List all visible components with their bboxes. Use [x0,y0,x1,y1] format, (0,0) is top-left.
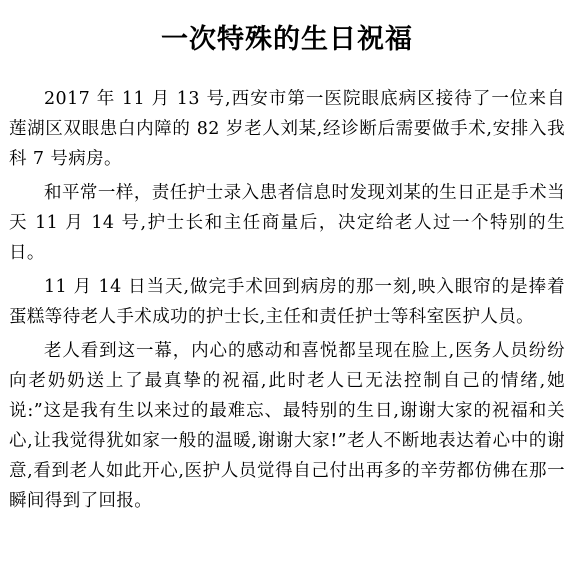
paragraph-2: 和平常一样，责任护士录入患者信息时发现刘某的生日正是手术当天 11 月 14 号,护士长和主任商量后，决定给老人过一个特别的生日。 [9,183,565,263]
document-body [9,84,565,520]
document-title: 一次特殊的生日祝福 [161,24,413,55]
paragraph-4: 老人看到这一幕，内心的感动和喜悦都呈现在脸上,医务人员纷纷向老奶奶送上了最真挚的祝福,此时老人已无法控制自己的情绪,她说:”这是我有生以来过的最难忘、最特别的生日,谢谢大家的祝福和关心,让我觉得犹如家一般的温暖,谢谢大家!”老人不断地表达着心中的谢意,看到老人如此开心,医护人员觉得自己付出再多的辛劳都仿佛在那一瞬间得到了回报。 [9,341,565,511]
paragraph-3: 11 月 14 日当天,做完手术回到病房的那一刻,映入眼帘的是捧着蛋糕等待老人手术成功的护士长,主任和责任护士等科室医护人员。 [9,277,565,327]
paragraph-1: 2017 年 11 月 13 号,西安市第一医院眼底病区接待了一位来自莲湖区双眼患白内障的 82 岁老人刘某,经诊断后需要做手术,安排入我科 7 号病房。 [9,89,565,169]
